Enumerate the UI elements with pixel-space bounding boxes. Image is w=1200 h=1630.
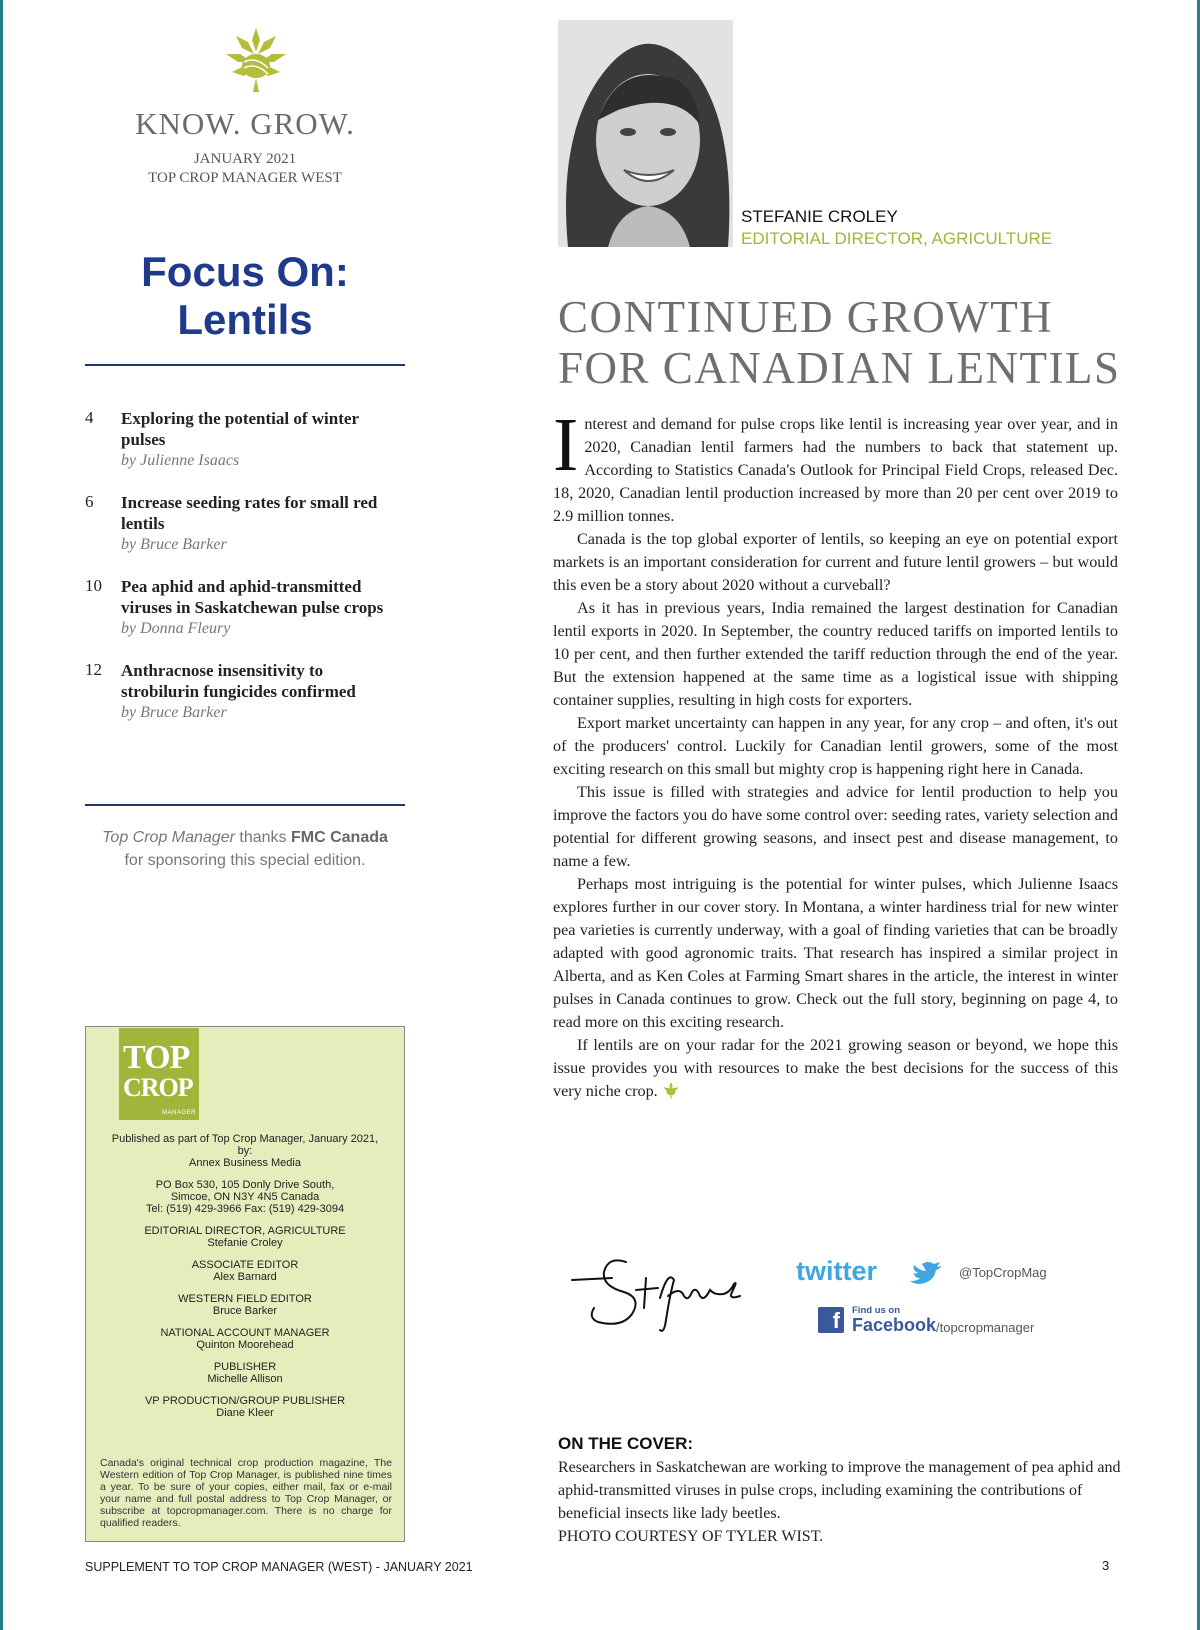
- article-paragraph: This issue is filled with strategies and advice for lentil production to help you improve the factors you do have some control over: seeding rates, variety selection and potential for different growing seasons, and insect pest and disease management, to name a few.: [553, 783, 1118, 870]
- twitter-logo-icon[interactable]: [796, 1256, 956, 1288]
- toc-page-number: 6: [85, 492, 94, 511]
- article-headline: [558, 292, 1158, 394]
- staff-role-person: Diane Kleer: [216, 1407, 274, 1419]
- facebook-wordmark[interactable]: Facebook: [852, 1315, 937, 1335]
- twitter-handle-link[interactable]: @TopCropMag: [959, 1265, 1047, 1280]
- article-paragraph: Export market uncertainty can happen in any year, for any crop – and often, it's out of the producers' control. Luckily for Canadian lentil growers, some of the most exciting research on this small but mighty crop is happening right here in Canada.: [553, 714, 1118, 778]
- article-paragraph: [553, 1034, 1118, 1103]
- staff-box: [85, 1026, 405, 1542]
- author-role: EDITORIAL DIRECTOR, AGRICULTURE: [741, 229, 1053, 248]
- facebook-handle-link[interactable]: /topcropmanager: [936, 1320, 1035, 1335]
- page-edge-left: [0, 0, 3, 1630]
- publisher-company: Annex Business Media: [189, 1157, 301, 1169]
- publication-name: TOP CROP MANAGER WEST: [148, 170, 342, 186]
- staff-role-title: ASSOCIATE EDITOR: [191, 1259, 299, 1271]
- paragraph-text: If lentils are on your radar for the 2021 growing season or beyond, we hope this issue provides you with resources to make the best decisions for the success of this very niche crop.: [553, 1036, 1118, 1100]
- article-paragraph: As it has in previous years, India remained the largest destination for Canadian lentil exports in 2020. In September, the country reduced tariffs on imported lentils to 10 per cent, and then further extended the tariff reduction through the end of the year. But the extension happened at the same time as a logistical issue with shipping container supplies, resulting in high costs for exporters.: [553, 599, 1118, 709]
- staff-role-title: VP PRODUCTION/GROUP PUBLISHER: [144, 1395, 346, 1407]
- cover-heading: ON THE COVER:: [558, 1434, 694, 1453]
- address-line2: Simcoe, ON N3Y 4N5 Canada: [170, 1191, 320, 1203]
- article-paragraph: Perhaps most intriguing is the potential for winter pulses, which Julienne Isaacs explores further in our cover story. In Montana, a winter hardiness trial for new winter pea varieties is currently underway, with a goal of finding varieties that can be broadly adapted with good agronomic traits. That research has inspired a similar project in Alberta, and as Ken Coles at Farming Smart shares in the article, the interest in winter pulses in Canada continues to grow. Check out the full story, beginning on page 4, to read more on this exciting research.: [553, 875, 1118, 1031]
- sponsor-company: FMC Canada: [290, 829, 388, 846]
- staff-role-title: WESTERN FIELD EDITOR: [178, 1293, 312, 1305]
- issue-date: [85, 150, 405, 188]
- staff-role-person: Bruce Barker: [212, 1305, 278, 1317]
- cover-description: Researchers in Saskatchewan are working to improve the management of pea aphid and aphid-transmitted viruses in pulse crops, including examining the contributions of beneficial insects like lady beetles.: [558, 1459, 1121, 1522]
- sponsor-thanks: thanks: [239, 829, 287, 846]
- logo-manager: MANAGER: [162, 1110, 196, 1116]
- toc-author: by Bruce Barker: [121, 536, 227, 553]
- toc-item[interactable]: [85, 408, 405, 471]
- masthead-tagline: KNOW. GROW.: [135, 106, 355, 141]
- staff-role: [96, 1395, 394, 1419]
- twitter-wordmark: twitter: [796, 1256, 877, 1286]
- toc-page-number: 12: [85, 660, 102, 679]
- divider-rule-top: [85, 364, 405, 366]
- sponsor-line2: for sponsoring this special edition.: [124, 852, 366, 869]
- footer-supplement: SUPPLEMENT TO TOP CROP MANAGER (WEST) - JANUARY 2021: [85, 1560, 473, 1574]
- toc-item[interactable]: [85, 492, 405, 555]
- headline-line1: CONTINUED GROWTH: [558, 292, 1054, 342]
- end-mark-leaf-icon: [662, 1081, 680, 1099]
- table-of-contents: [85, 408, 405, 744]
- logo-crop: CROP: [123, 1073, 193, 1102]
- toc-page-number: 4: [85, 408, 94, 427]
- page-number: 3: [1102, 1558, 1110, 1573]
- staff-role: [96, 1293, 394, 1317]
- article-paragraph: Canada is the top global exporter of lentils, so keeping an eye on potential export markets is an important consideration for current and future lentil growers – but would this even be a story about 2020 without a curveball?: [553, 530, 1118, 594]
- toc-page-number: 10: [85, 576, 102, 595]
- staff-role-title: PUBLISHER: [213, 1361, 277, 1373]
- logo-top: TOP: [123, 1039, 190, 1076]
- staff-role: [96, 1327, 394, 1351]
- toc-title: Pea aphid and aphid-transmitted viruses in Saskatchewan pulse crops: [121, 577, 384, 617]
- issue-month: JANUARY 2021: [193, 151, 297, 167]
- published-line: Published as part of Top Crop Manager, January 2021,: [111, 1133, 379, 1145]
- toc-author: by Bruce Barker: [121, 704, 227, 721]
- focus-title-line1: Focus On:: [141, 248, 349, 295]
- editor-signature-icon: [568, 1250, 748, 1340]
- top-crop-manager-logo: [119, 1028, 199, 1120]
- sponsor-magazine: Top Crop Manager: [102, 829, 235, 846]
- staff-role-title: NATIONAL ACCOUNT MANAGER: [160, 1327, 330, 1339]
- portrait-illustration: [558, 20, 733, 247]
- sponsor-note: [85, 826, 405, 872]
- toc-author: by Julienne Isaacs: [121, 452, 240, 469]
- address-line1: PO Box 530, 105 Donly Drive South,: [155, 1179, 335, 1191]
- facebook-icon[interactable]: f: [818, 1307, 844, 1333]
- focus-title: [85, 248, 405, 344]
- staff-role: [96, 1225, 394, 1249]
- phone-fax: Tel: (519) 429-3966 Fax: (519) 429-3094: [145, 1203, 345, 1215]
- toc-title: Exploring the potential of winter pulses: [121, 409, 359, 449]
- editorial-article: [553, 403, 1118, 1103]
- author-name: STEFANIE CROLEY: [741, 207, 898, 226]
- staff-role-person: Alex Barnard: [213, 1271, 277, 1283]
- toc-author: by Donna Fleury: [121, 620, 231, 637]
- cover-photo-credit: PHOTO COURTESY OF TYLER WIST.: [558, 1528, 824, 1545]
- headline-line2: FOR CANADIAN LENTILS: [558, 343, 1121, 393]
- toc-title: Increase seeding rates for small red lentils: [121, 493, 378, 533]
- facebook-find-us: Find us on: [852, 1305, 901, 1316]
- paragraph-text: nterest and demand for pulse crops like lentil is increasing year over year, and in 2020, Canadian lentil farmers had the numbers to back that statement up. According to Statistics Canada's Outlook for Principal Field Crops, released Dec. 18, 2020, Canadian lentil production increased by more than 20 per cent over 2019 to 2.9 million tonnes.: [553, 415, 1118, 525]
- focus-title-line2: Lentils: [177, 296, 313, 343]
- toc-item[interactable]: [85, 660, 405, 723]
- toc-item[interactable]: [85, 576, 405, 639]
- staff-role-person: Stefanie Croley: [207, 1237, 283, 1249]
- staff-role: [96, 1259, 394, 1283]
- published-by: by:: [237, 1145, 253, 1157]
- cover-caption: [558, 1456, 1123, 1548]
- wheat-leaf-logo-icon: [222, 26, 290, 96]
- author-portrait: [558, 20, 733, 247]
- staff-role-person: Michelle Allison: [207, 1373, 283, 1385]
- article-paragraph: [553, 403, 1118, 528]
- staff-role: [96, 1361, 394, 1385]
- staff-details: [96, 1133, 394, 1429]
- staff-role-title: EDITORIAL DIRECTOR, AGRICULTURE: [144, 1225, 346, 1237]
- drop-cap: I: [553, 403, 579, 487]
- divider-rule-bottom: [85, 804, 405, 806]
- toc-title: Anthracnose insensitivity to strobilurin fungicides confirmed: [121, 661, 356, 701]
- subscription-fine-print: Canada's original technical crop production magazine, The Western edition of Top Crop Manager, is published nine times a year. To be sure of your copies, either mail, fax or e-mail your name and full postal address to Top Crop Manager, or subscribe at topcropmanager.com. There is no charge for qualified readers.: [100, 1457, 392, 1529]
- staff-role-person: Quinton Moorehead: [196, 1339, 294, 1351]
